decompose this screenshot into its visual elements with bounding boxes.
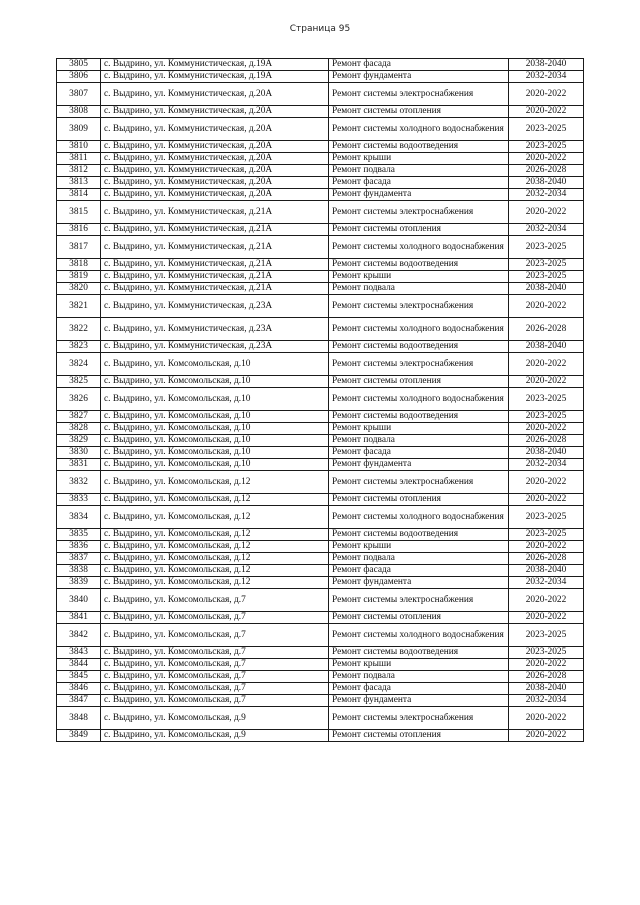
row-number-cell: 3846 (57, 683, 101, 695)
address-cell: с. Выдрино, ул. Комсомольская, д.10 (101, 423, 329, 435)
work-type-cell: Ремонт крыши (329, 153, 509, 165)
period-cell: 2023-2025 (509, 647, 584, 659)
address-cell: с. Выдрино, ул. Коммунистическая, д.23А (101, 318, 329, 341)
work-type-cell: Ремонт системы электроснабжения (329, 83, 509, 106)
row-number-cell: 3813 (57, 177, 101, 189)
address-cell: с. Выдрино, ул. Комсомольская, д.10 (101, 376, 329, 388)
table-body (57, 59, 584, 742)
table-row (57, 83, 584, 106)
row-number-cell: 3840 (57, 589, 101, 612)
period-cell: 2020-2022 (509, 376, 584, 388)
table-row (57, 659, 584, 671)
address-cell: с. Выдрино, ул. Комсомольская, д.10 (101, 435, 329, 447)
address-cell: с. Выдрино, ул. Комсомольская, д.7 (101, 589, 329, 612)
row-number-cell: 3808 (57, 106, 101, 118)
row-number-cell: 3834 (57, 506, 101, 529)
address-cell: с. Выдрино, ул. Комсомольская, д.9 (101, 730, 329, 742)
row-number-cell: 3848 (57, 707, 101, 730)
work-type-cell: Ремонт системы отопления (329, 106, 509, 118)
work-type-cell: Ремонт системы водоотведения (329, 411, 509, 423)
period-cell: 2020-2022 (509, 106, 584, 118)
period-cell: 2023-2025 (509, 411, 584, 423)
work-type-cell: Ремонт системы отопления (329, 224, 509, 236)
work-type-cell: Ремонт фундамента (329, 459, 509, 471)
table-row (57, 423, 584, 435)
table-row (57, 71, 584, 83)
table-row (57, 165, 584, 177)
work-type-cell: Ремонт системы электроснабжения (329, 353, 509, 376)
period-cell: 2032-2034 (509, 71, 584, 83)
period-cell: 2023-2025 (509, 271, 584, 283)
address-cell: с. Выдрино, ул. Коммунистическая, д.23А (101, 341, 329, 353)
work-type-cell: Ремонт системы электроснабжения (329, 471, 509, 494)
row-number-cell: 3832 (57, 471, 101, 494)
table-row (57, 529, 584, 541)
period-cell: 2038-2040 (509, 683, 584, 695)
period-cell: 2023-2025 (509, 259, 584, 271)
work-type-cell: Ремонт системы электроснабжения (329, 589, 509, 612)
table-row (57, 411, 584, 423)
period-cell: 2023-2025 (509, 624, 584, 647)
row-number-cell: 3842 (57, 624, 101, 647)
period-cell: 2032-2034 (509, 459, 584, 471)
table-row (57, 612, 584, 624)
work-type-cell: Ремонт крыши (329, 659, 509, 671)
work-type-cell: Ремонт системы отопления (329, 612, 509, 624)
row-number-cell: 3837 (57, 553, 101, 565)
address-cell: с. Выдрино, ул. Коммунистическая, д.21А (101, 224, 329, 236)
work-type-cell: Ремонт подвала (329, 671, 509, 683)
period-cell: 2020-2022 (509, 730, 584, 742)
table-row (57, 647, 584, 659)
work-type-cell: Ремонт системы холодного водоснабжения (329, 318, 509, 341)
work-type-cell: Ремонт фундамента (329, 71, 509, 83)
period-cell: 2020-2022 (509, 471, 584, 494)
row-number-cell: 3839 (57, 577, 101, 589)
address-cell: с. Выдрино, ул. Комсомольская, д.7 (101, 671, 329, 683)
period-cell: 2023-2025 (509, 236, 584, 259)
period-cell: 2020-2022 (509, 589, 584, 612)
row-number-cell: 3820 (57, 283, 101, 295)
table-row (57, 118, 584, 141)
address-cell: с. Выдрино, ул. Комсомольская, д.10 (101, 411, 329, 423)
row-number-cell: 3809 (57, 118, 101, 141)
period-cell: 2038-2040 (509, 59, 584, 71)
table-row (57, 589, 584, 612)
address-cell: с. Выдрино, ул. Комсомольская, д.12 (101, 541, 329, 553)
address-cell: с. Выдрино, ул. Комсомольская, д.12 (101, 565, 329, 577)
row-number-cell: 3826 (57, 388, 101, 411)
row-number-cell: 3844 (57, 659, 101, 671)
address-cell: с. Выдрино, ул. Коммунистическая, д.20А (101, 177, 329, 189)
work-type-cell: Ремонт системы электроснабжения (329, 201, 509, 224)
address-cell: с. Выдрино, ул. Комсомольская, д.7 (101, 695, 329, 707)
row-number-cell: 3824 (57, 353, 101, 376)
address-cell: с. Выдрино, ул. Комсомольская, д.9 (101, 707, 329, 730)
work-type-cell: Ремонт подвала (329, 283, 509, 295)
work-type-cell: Ремонт фундамента (329, 695, 509, 707)
address-cell: с. Выдрино, ул. Коммунистическая, д.19А (101, 71, 329, 83)
work-type-cell: Ремонт фасада (329, 177, 509, 189)
work-type-cell: Ремонт подвала (329, 553, 509, 565)
period-cell: 2026-2028 (509, 435, 584, 447)
address-cell: с. Выдрино, ул. Коммунистическая, д.21А (101, 236, 329, 259)
row-number-cell: 3828 (57, 423, 101, 435)
period-cell: 2026-2028 (509, 318, 584, 341)
work-type-cell: Ремонт крыши (329, 271, 509, 283)
row-number-cell: 3817 (57, 236, 101, 259)
work-type-cell: Ремонт системы водоотведения (329, 529, 509, 541)
period-cell: 2020-2022 (509, 153, 584, 165)
period-cell: 2020-2022 (509, 541, 584, 553)
table-row (57, 471, 584, 494)
period-cell: 2038-2040 (509, 283, 584, 295)
period-cell: 2026-2028 (509, 553, 584, 565)
table-row (57, 435, 584, 447)
address-cell: с. Выдрино, ул. Комсомольская, д.12 (101, 506, 329, 529)
work-type-cell: Ремонт системы водоотведения (329, 259, 509, 271)
table-row (57, 106, 584, 118)
work-type-cell: Ремонт фасада (329, 447, 509, 459)
address-cell: с. Выдрино, ул. Комсомольская, д.12 (101, 553, 329, 565)
address-cell: с. Выдрино, ул. Коммунистическая, д.21А (101, 283, 329, 295)
work-type-cell: Ремонт системы холодного водоснабжения (329, 118, 509, 141)
table-row (57, 189, 584, 201)
work-type-cell: Ремонт фасада (329, 565, 509, 577)
period-cell: 2020-2022 (509, 659, 584, 671)
work-type-cell: Ремонт системы холодного водоснабжения (329, 388, 509, 411)
address-cell: с. Выдрино, ул. Коммунистическая, д.20А (101, 189, 329, 201)
address-cell: с. Выдрино, ул. Коммунистическая, д.21А (101, 201, 329, 224)
row-number-cell: 3822 (57, 318, 101, 341)
work-type-cell: Ремонт системы водоотведения (329, 647, 509, 659)
row-number-cell: 3814 (57, 189, 101, 201)
row-number-cell: 3843 (57, 647, 101, 659)
address-cell: с. Выдрино, ул. Коммунистическая, д.19А (101, 59, 329, 71)
address-cell: с. Выдрино, ул. Коммунистическая, д.23А (101, 295, 329, 318)
address-cell: с. Выдрино, ул. Коммунистическая, д.21А (101, 271, 329, 283)
table-row (57, 506, 584, 529)
work-type-cell: Ремонт системы отопления (329, 730, 509, 742)
table-row (57, 388, 584, 411)
table-row (57, 201, 584, 224)
table-row (57, 577, 584, 589)
address-cell: с. Выдрино, ул. Комсомольская, д.7 (101, 624, 329, 647)
address-cell: с. Выдрино, ул. Комсомольская, д.10 (101, 388, 329, 411)
work-type-cell: Ремонт системы холодного водоснабжения (329, 506, 509, 529)
row-number-cell: 3815 (57, 201, 101, 224)
period-cell: 2038-2040 (509, 341, 584, 353)
period-cell: 2032-2034 (509, 224, 584, 236)
table-row (57, 565, 584, 577)
address-cell: с. Выдрино, ул. Комсомольская, д.12 (101, 471, 329, 494)
table-row (57, 318, 584, 341)
period-cell: 2032-2034 (509, 189, 584, 201)
row-number-cell: 3831 (57, 459, 101, 471)
table-row (57, 730, 584, 742)
period-cell: 2020-2022 (509, 83, 584, 106)
row-number-cell: 3807 (57, 83, 101, 106)
row-number-cell: 3849 (57, 730, 101, 742)
table-row (57, 707, 584, 730)
period-cell: 2023-2025 (509, 388, 584, 411)
address-cell: с. Выдрино, ул. Комсомольская, д.12 (101, 577, 329, 589)
table-row (57, 447, 584, 459)
work-type-cell: Ремонт подвала (329, 165, 509, 177)
table-row (57, 624, 584, 647)
address-cell: с. Выдрино, ул. Комсомольская, д.12 (101, 529, 329, 541)
work-type-cell: Ремонт крыши (329, 423, 509, 435)
address-cell: с. Выдрино, ул. Комсомольская, д.7 (101, 659, 329, 671)
period-cell: 2032-2034 (509, 695, 584, 707)
work-type-cell: Ремонт крыши (329, 541, 509, 553)
table-row (57, 376, 584, 388)
table-row (57, 695, 584, 707)
table-row (57, 671, 584, 683)
table-row (57, 141, 584, 153)
address-cell: с. Выдрино, ул. Коммунистическая, д.21А (101, 259, 329, 271)
row-number-cell: 3810 (57, 141, 101, 153)
address-cell: с. Выдрино, ул. Комсомольская, д.10 (101, 447, 329, 459)
table-row (57, 295, 584, 318)
row-number-cell: 3811 (57, 153, 101, 165)
row-number-cell: 3838 (57, 565, 101, 577)
work-type-cell: Ремонт системы электроснабжения (329, 295, 509, 318)
table-row (57, 259, 584, 271)
row-number-cell: 3812 (57, 165, 101, 177)
address-cell: с. Выдрино, ул. Коммунистическая, д.20А (101, 153, 329, 165)
table-row (57, 59, 584, 71)
address-cell: с. Выдрино, ул. Коммунистическая, д.20А (101, 118, 329, 141)
work-type-cell: Ремонт системы водоотведения (329, 141, 509, 153)
period-cell: 2038-2040 (509, 447, 584, 459)
address-cell: с. Выдрино, ул. Коммунистическая, д.20А (101, 141, 329, 153)
work-type-cell: Ремонт фасада (329, 59, 509, 71)
work-type-cell: Ремонт системы отопления (329, 376, 509, 388)
row-number-cell: 3836 (57, 541, 101, 553)
page-header: Страница 95 (289, 24, 351, 34)
work-type-cell: Ремонт системы холодного водоснабжения (329, 624, 509, 647)
period-cell: 2026-2028 (509, 165, 584, 177)
row-number-cell: 3829 (57, 435, 101, 447)
period-cell: 2020-2022 (509, 353, 584, 376)
table-row (57, 271, 584, 283)
row-number-cell: 3823 (57, 341, 101, 353)
row-number-cell: 3816 (57, 224, 101, 236)
table-row (57, 283, 584, 295)
table-row (57, 353, 584, 376)
address-cell: с. Выдрино, ул. Комсомольская, д.7 (101, 683, 329, 695)
row-number-cell: 3845 (57, 671, 101, 683)
work-type-cell: Ремонт системы холодного водоснабжения (329, 236, 509, 259)
table-row (57, 494, 584, 506)
row-number-cell: 3805 (57, 59, 101, 71)
work-type-cell: Ремонт фасада (329, 683, 509, 695)
period-cell: 2020-2022 (509, 707, 584, 730)
period-cell: 2023-2025 (509, 506, 584, 529)
address-cell: с. Выдрино, ул. Коммунистическая, д.20А (101, 106, 329, 118)
table-row (57, 553, 584, 565)
table-row (57, 236, 584, 259)
row-number-cell: 3821 (57, 295, 101, 318)
work-type-cell: Ремонт фундамента (329, 189, 509, 201)
period-cell: 2023-2025 (509, 529, 584, 541)
address-cell: с. Выдрино, ул. Комсомольская, д.10 (101, 353, 329, 376)
row-number-cell: 3806 (57, 71, 101, 83)
row-number-cell: 3833 (57, 494, 101, 506)
table-row (57, 177, 584, 189)
repair-schedule-table (56, 58, 584, 742)
period-cell: 2020-2022 (509, 612, 584, 624)
row-number-cell: 3835 (57, 529, 101, 541)
work-type-cell: Ремонт системы водоотведения (329, 341, 509, 353)
row-number-cell: 3841 (57, 612, 101, 624)
work-type-cell: Ремонт системы отопления (329, 494, 509, 506)
row-number-cell: 3827 (57, 411, 101, 423)
table-row (57, 224, 584, 236)
table-row (57, 153, 584, 165)
address-cell: с. Выдрино, ул. Комсомольская, д.12 (101, 494, 329, 506)
period-cell: 2020-2022 (509, 494, 584, 506)
address-cell: с. Выдрино, ул. Комсомольская, д.10 (101, 459, 329, 471)
period-cell: 2023-2025 (509, 141, 584, 153)
period-cell: 2038-2040 (509, 565, 584, 577)
work-type-cell: Ремонт фундамента (329, 577, 509, 589)
table-row (57, 683, 584, 695)
table-row (57, 459, 584, 471)
work-type-cell: Ремонт системы электроснабжения (329, 707, 509, 730)
row-number-cell: 3818 (57, 259, 101, 271)
period-cell: 2038-2040 (509, 177, 584, 189)
period-cell: 2032-2034 (509, 577, 584, 589)
row-number-cell: 3825 (57, 376, 101, 388)
work-type-cell: Ремонт подвала (329, 435, 509, 447)
period-cell: 2023-2025 (509, 118, 584, 141)
period-cell: 2020-2022 (509, 295, 584, 318)
period-cell: 2026-2028 (509, 671, 584, 683)
address-cell: с. Выдрино, ул. Комсомольская, д.7 (101, 647, 329, 659)
row-number-cell: 3830 (57, 447, 101, 459)
row-number-cell: 3847 (57, 695, 101, 707)
address-cell: с. Выдрино, ул. Коммунистическая, д.20А (101, 165, 329, 177)
table-row (57, 541, 584, 553)
period-cell: 2020-2022 (509, 201, 584, 224)
table-row (57, 341, 584, 353)
period-cell: 2020-2022 (509, 423, 584, 435)
address-cell: с. Выдрино, ул. Коммунистическая, д.20А (101, 83, 329, 106)
row-number-cell: 3819 (57, 271, 101, 283)
address-cell: с. Выдрино, ул. Комсомольская, д.7 (101, 612, 329, 624)
